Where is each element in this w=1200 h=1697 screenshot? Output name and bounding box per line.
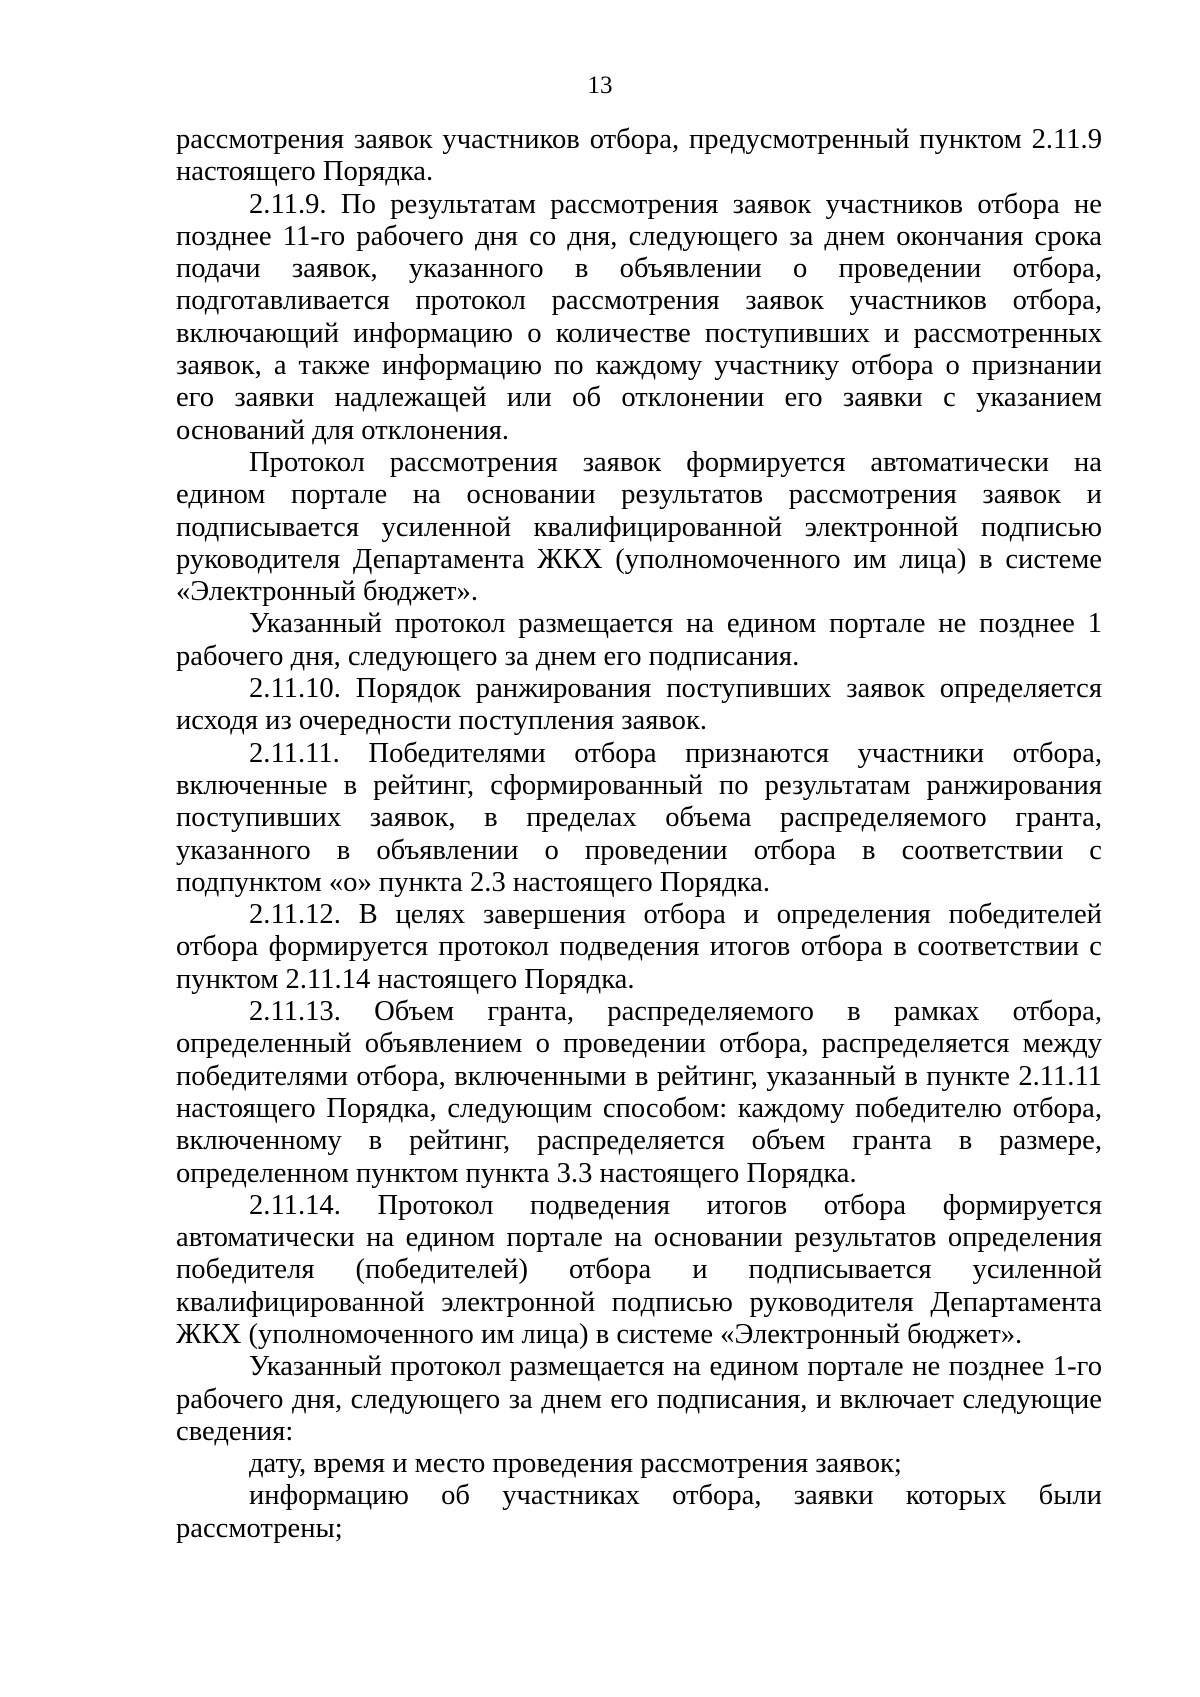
document-body xyxy=(176,124,1102,1545)
list-item-date-time-place: дату, время и место проведения рассмотрения заявок; xyxy=(249,1448,902,1480)
page-number: 13 xyxy=(587,72,613,99)
paragraph-results-publication: Указанный протокол размещается на едином портале не позднее 1-го рабочего дня, следующего за днем его подписания, и включает следующие сведения: xyxy=(176,1351,1102,1447)
list-item-participants-info: информацию об участниках отбора, заявки которых были рассмотрены; xyxy=(176,1480,1102,1544)
paragraph-2-11-9: 2.11.9. По результатам рассмотрения заявок участников отбора не позднее 11-го рабочего дня со дня, следующего за днем окончания срока подачи заявок, указанного в объявлении о проведении отбора, подготавливается протокол рассмотрения заявок участников отбора, включающий информацию о количестве поступивших и рассмотренных заявок, а также информацию по каждому участнику отбора о признании его заявки надлежащей или об отклонении его заявки с указанием оснований для отклонения. xyxy=(176,188,1102,446)
paragraph-2-11-12: 2.11.12. В целях завершения отбора и определения победителей отбора формируется протокол подведения итогов отбора в соответствии с пунктом 2.11.14 настоящего Порядка. xyxy=(176,899,1102,995)
paragraph-2-11-11: 2.11.11. Победителями отбора признаются участники отбора, включенные в рейтинг, сформированный по результатам ранжирования поступивших заявок, в пределах объема распределяемого гранта, указанного в объявлении о проведении отбора в соответствии с подпунктом «о» пункта 2.3 настоящего Порядка. xyxy=(176,737,1102,898)
paragraph-2-11-10: 2.11.10. Порядок ранжирования поступивших заявок определяется исходя из очередности поступления заявок. xyxy=(176,673,1102,737)
paragraph-protocol-review: Протокол рассмотрения заявок формируется автоматически на едином портале на основании результатов рассмотрения заявок и подписывается усиленной квалифицированной электронной подписью руководителя Департамента ЖКХ (уполномоченного им лица) в системе «Электронный бюджет». xyxy=(176,446,1102,608)
paragraph-protocol-publication: Указанный протокол размещается на едином портале не позднее 1 рабочего дня, следующего за днем его подписания. xyxy=(176,608,1102,672)
paragraph-2-11-13: 2.11.13. Объем гранта, распределяемого в рамках отбора, определенный объявлением о проведении отбора, распределяется между победителями отбора, включенными в рейтинг, указанный в пункте 2.11.11 настоящего Порядка, следующим способом: каждому победителю отбора, включенному в рейтинг, распределяется объем гранта в размере, определенном пунктом пункта 3.3 настоящего Порядка. xyxy=(176,996,1102,1189)
paragraph-continuation: рассмотрения заявок участников отбора, предусмотренный пунктом 2.11.9 настоящего Порядка. xyxy=(176,124,1102,188)
paragraph-2-11-14: 2.11.14. Протокол подведения итогов отбора формируется автоматически на едином портале на основании результатов определения победителя (победителей) отбора и подписывается усиленной квалифицированной электронной подписью руководителя Департамента ЖКХ (уполномоченного им лица) в системе «Электронный бюджет». xyxy=(176,1189,1102,1350)
